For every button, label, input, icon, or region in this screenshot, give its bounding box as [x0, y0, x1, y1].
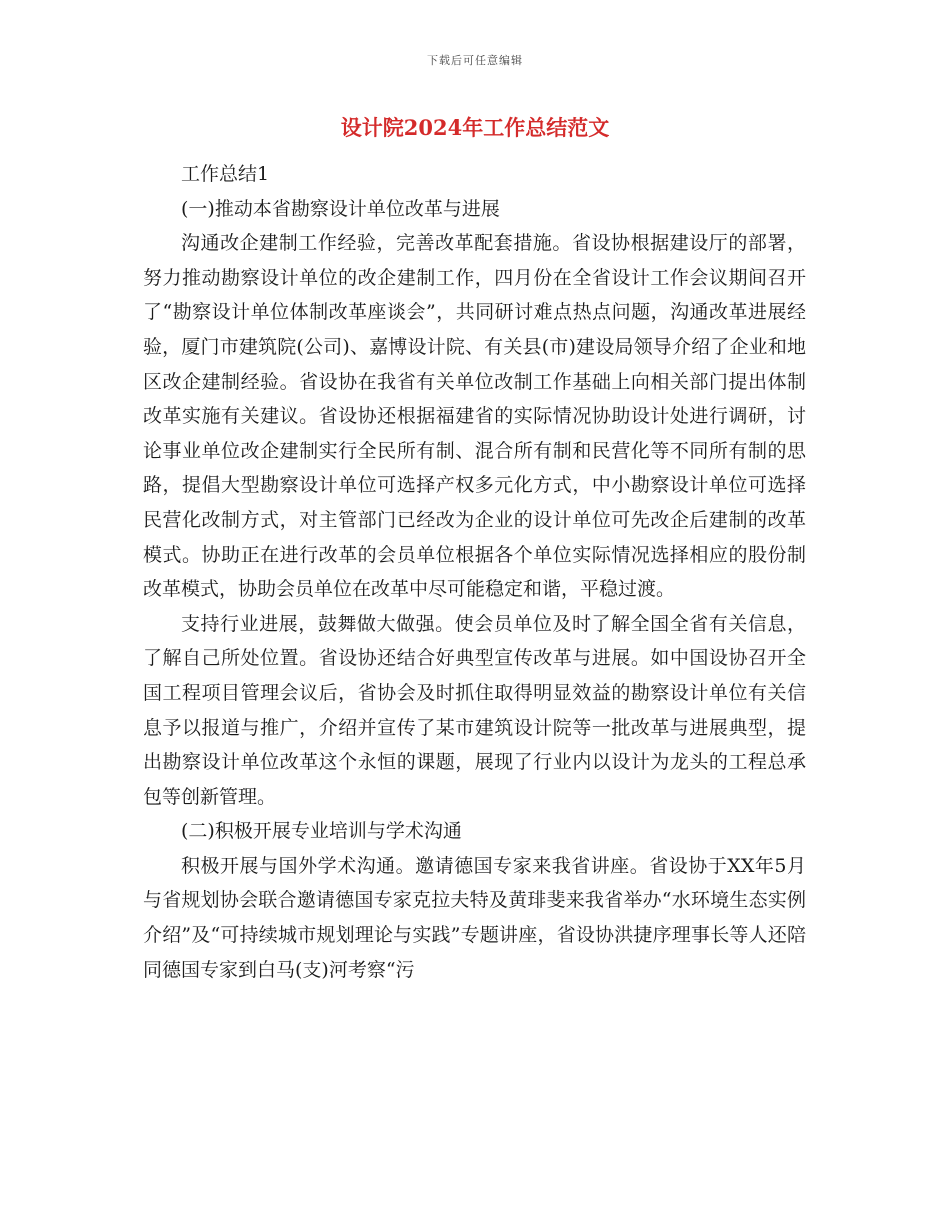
section-heading-reform: (一)推动本省勘察设计单位改革与进展 [181, 197, 500, 220]
body-paragraph: 积极开展与国外学术沟通。邀请德国专家来我省讲座。省设协于XX年5月与省规划协会联合邀请德国专家克拉夫特及黄琲斐来我省举办“水环境生态实例介绍”及“可持续城市规划理论与实践”专题讲座，省设协洪捷序理事长等人还陪同德国专家到白马(支)河考察“污 [143, 854, 806, 981]
body-paragraph: 沟通改企建制工作经验，完善改革配套措施。省设协根据建设厅的部署，努力推动勘察设计单位的改企建制工作，四月份在全省设计工作会议期间召开了“勘察设计单位体制改革座谈会”，共同研讨难点热点问题，沟通改革进展经验，厦门市建筑院(公司)、嘉博设计院、有关县(市)建设局领导介绍了企业和地区改企建制经验。省设协在我省有关单位改制工作基础上向相关部门提出体制改革实施有关建议。省设协还根据福建省的实际情况协助设计处进行调研，讨论事业单位改企建制实行全民所有制、混合所有制和民营化等不同所有制的思路，提倡大型勘察设计单位可选择产权多元化方式，中小勘察设计单位可选择民营化改制方式，对主管部门已经改为企业的设计单位可先改企后建制的改革模式。协助正在进行改革的会员单位根据各个单位实际情况选择相应的股份制改革模式，协助会员单位在改革中尽可能稳定和谐，平稳过渡。 [143, 232, 806, 601]
document-title: 设计院2024年工作总结范文 [340, 115, 610, 140]
body-paragraph: 支持行业进展，鼓舞做大做强。使会员单位及时了解全国全省有关信息，了解自己所处位置。省设协还结合好典型宣传改革与进展。如中国设协召开全国工程项目管理会议后，省协会及时抓住取得明显效益的勘察设计单位有关信息予以报道与推广，介绍并宣传了某市建筑设计院等一批改革与进展典型，提出勘察设计单位改革这个永恒的课题，展现了行业内以设计为龙头的工程总承包等创新管理。 [143, 612, 806, 808]
page-header: 下载后可任意编辑 [427, 54, 523, 67]
section-heading-summary: 工作总结1 [181, 163, 270, 185]
document-body [143, 157, 806, 987]
section-heading-training: (二)积极开展专业培训与学术沟通 [181, 820, 462, 843]
